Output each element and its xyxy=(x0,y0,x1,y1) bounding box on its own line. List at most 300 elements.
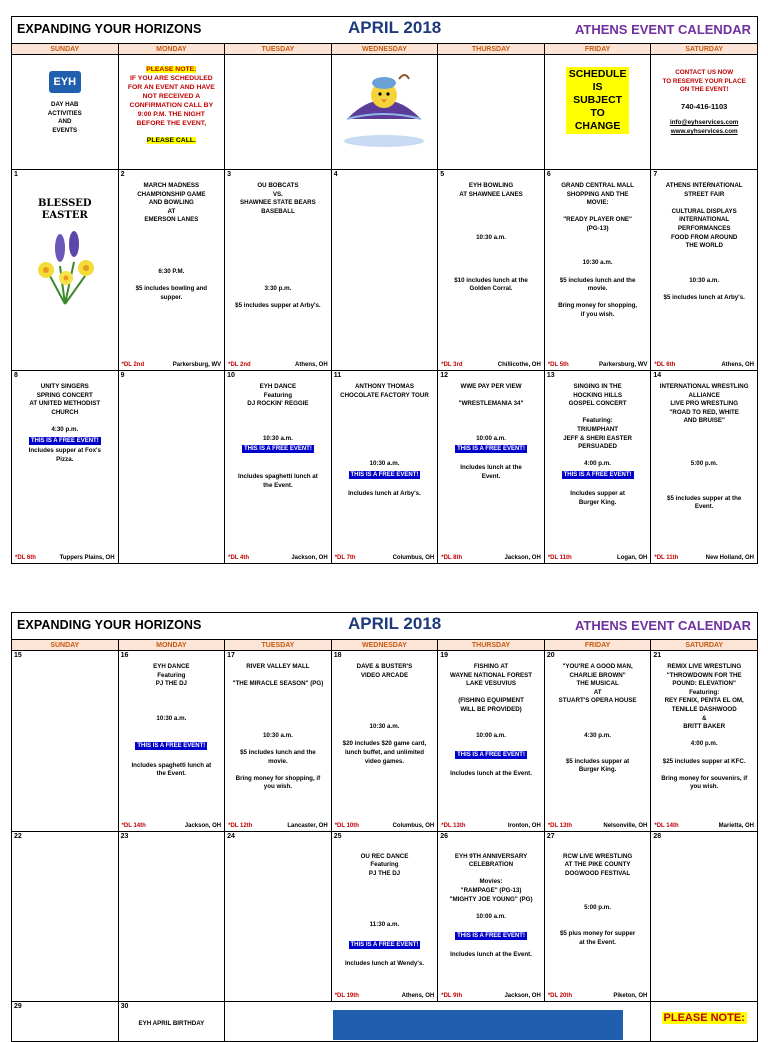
text-line: $5 includes lunch at Arby's. xyxy=(663,293,745,301)
text-line: CHAMPIONSHIP GAME xyxy=(137,190,206,198)
text-line xyxy=(336,680,434,689)
text-line: Includes lunch at Arby's. xyxy=(348,490,421,498)
text-line: BRITT BAKER xyxy=(683,723,726,731)
day-number: 5 xyxy=(440,171,445,178)
eyh-logo: EYH xyxy=(49,71,81,93)
deadline-label: *DL 19th xyxy=(334,993,359,999)
text-line: $5 plus money for supper xyxy=(559,929,636,937)
text-line: Bring money for shopping, xyxy=(558,302,638,310)
text-line xyxy=(442,740,540,749)
text-line: $5 includes lunch and the xyxy=(240,748,316,756)
text-line xyxy=(655,199,753,208)
deadline-label: *DL 12th xyxy=(228,823,253,829)
free-event-badge xyxy=(336,941,434,950)
free-event-label: THIS IS A FREE EVENT! xyxy=(137,743,206,750)
text-line: UNITY SINGERS xyxy=(40,383,89,390)
text-line xyxy=(229,766,327,775)
text-line xyxy=(229,277,327,286)
text-line: STREET FAIR xyxy=(684,190,725,198)
text-line: at the Event. xyxy=(579,938,616,946)
text-line: SUBJECT xyxy=(573,94,623,106)
weekday-label: MONDAY xyxy=(118,640,225,651)
event-footer xyxy=(122,823,222,829)
text-line: Includes lunch at the Event. xyxy=(450,770,532,778)
text-line xyxy=(549,706,647,715)
day-number: 18 xyxy=(333,652,342,659)
text-line: Featuring: xyxy=(689,688,720,696)
location-label: Athens, OH xyxy=(401,993,435,999)
deadline-label: *DL 11th xyxy=(547,555,572,561)
day-cell xyxy=(225,832,332,1002)
event-details xyxy=(225,182,331,356)
text-line: DOGWOOD FESTIVAL xyxy=(564,869,631,877)
day-cell xyxy=(118,1002,225,1042)
text-line xyxy=(442,456,540,465)
text-line: WILL BE PROVIDED) xyxy=(460,705,522,713)
free-event-badge xyxy=(336,471,434,480)
calendar-title: ATHENS EVENT CALENDAR xyxy=(575,22,751,37)
weekday-label: FRIDAY xyxy=(544,44,651,55)
text-line: 4:00 p.m. xyxy=(584,460,611,468)
text-line: $5 includes supper at the xyxy=(667,494,742,502)
free-event-label: THIS IS A FREE EVENT! xyxy=(457,446,525,453)
event-details xyxy=(332,663,438,817)
free-event-badge xyxy=(442,932,540,941)
day-cell xyxy=(544,651,651,832)
text-line xyxy=(336,887,434,896)
text-line xyxy=(336,913,434,922)
weekday-label: SUNDAY xyxy=(12,640,119,651)
text-line: AT SHAWNEE LANES xyxy=(459,190,523,198)
text-line: DAVE & BUSTER'S xyxy=(356,663,413,670)
deadline-label: *DL 5th xyxy=(547,362,569,368)
location-label: Athens, OH xyxy=(295,362,328,368)
text-line xyxy=(336,400,434,409)
day-cell xyxy=(118,170,225,371)
day-number: 15 xyxy=(14,652,22,659)
deadline-label: *DL 14th xyxy=(654,823,679,829)
day-number: 21 xyxy=(653,652,662,659)
text-line xyxy=(655,766,753,775)
text-line: 9:00 P.M. THE NIGHT xyxy=(137,111,205,118)
text-line: BEFORE THE EVENT, xyxy=(136,120,207,127)
text-line xyxy=(442,870,540,879)
deadline-label: *DL 6th xyxy=(15,555,36,561)
day-number: 28 xyxy=(653,833,662,840)
phone-number: 740-416-1103 xyxy=(681,101,728,111)
day-number: 6 xyxy=(546,171,551,178)
text-line: EVENTS xyxy=(52,126,78,134)
text-line xyxy=(229,740,327,749)
text-line: PJ THE DJ xyxy=(155,680,187,688)
text-line xyxy=(336,689,434,698)
text-line: PERSUADED xyxy=(578,443,618,451)
text-line: BASEBALL xyxy=(261,207,295,215)
text-line: you wish. xyxy=(263,783,292,791)
text-line: SHAWNEE STATE BEARS xyxy=(240,199,316,207)
text-line: Pizza. xyxy=(56,455,74,463)
text-line: lunch buffet, and unlimited xyxy=(344,748,424,756)
text-line: Burger King. xyxy=(578,498,617,506)
text-line: "RAMPAGE" (PG-13) xyxy=(460,886,522,894)
text-line: DAY HAB xyxy=(51,101,79,108)
month-title: APRIL 2018 xyxy=(348,18,442,37)
text-line: $5 includes lunch and the xyxy=(559,276,636,284)
calendar-page-1 xyxy=(11,16,758,564)
day-number: 27 xyxy=(546,833,555,840)
text-line: NOT RECEIVED A xyxy=(142,93,201,100)
text-line xyxy=(655,486,753,495)
text-line xyxy=(229,697,327,706)
text-line: 4:00 p.m. xyxy=(690,740,718,748)
location-label: Nelsonville, OH xyxy=(603,823,648,829)
free-event-badge xyxy=(16,437,114,446)
text-line xyxy=(229,242,327,251)
text-line xyxy=(655,478,753,487)
text-line: INTERNATIONAL WRESTLING xyxy=(659,383,749,390)
text-line xyxy=(549,723,647,732)
text-line: $5 includes supper at xyxy=(565,757,630,765)
event-details xyxy=(332,182,438,356)
day-cell xyxy=(225,371,332,564)
text-line: AND BRUISE" xyxy=(683,417,725,425)
text-line: POUND: ELEVATION" xyxy=(672,680,736,688)
text-line: Golden Corral. xyxy=(469,285,513,293)
text-line xyxy=(655,268,753,277)
email-link[interactable]: info@eyhservices.com xyxy=(669,119,739,127)
text-line: $10 includes lunch at the xyxy=(454,276,528,284)
text-line: (FISHING EQUIPMENT xyxy=(458,697,524,705)
day-cell xyxy=(12,371,119,564)
day-cell xyxy=(544,371,651,564)
text-line: GRAND CENTRAL MALL xyxy=(561,182,634,189)
calendar-header xyxy=(11,16,758,43)
text-line: DJ ROCKIN' REGGIE xyxy=(247,400,309,408)
text-line: 4:30 p.m. xyxy=(51,425,79,433)
text-line xyxy=(336,715,434,724)
text-line: Includes spaghetti lunch at xyxy=(131,761,212,769)
weekday-label: WEDNESDAY xyxy=(331,44,438,55)
text-line: "READY PLAYER ONE" xyxy=(563,216,632,224)
event-details xyxy=(225,383,331,549)
text-line: ANTHONY THOMAS xyxy=(354,383,414,390)
text-line: EYH BOWLING xyxy=(468,182,514,189)
event-details xyxy=(651,383,757,549)
schedule-notice xyxy=(566,67,630,134)
event-details xyxy=(119,182,225,356)
text-line xyxy=(442,426,540,435)
day-number: 13 xyxy=(546,372,555,379)
website-link[interactable]: www.eyhservices.com xyxy=(670,127,738,135)
day-number: 22 xyxy=(14,833,22,840)
text-line: Includes supper at xyxy=(570,490,625,498)
calendar-grid xyxy=(11,43,758,564)
day-number: 7 xyxy=(653,171,658,178)
text-line xyxy=(336,930,434,939)
event-details xyxy=(225,663,331,817)
text-line: CHURCH xyxy=(51,408,79,416)
text-line xyxy=(123,697,221,706)
text-line: EMERSON LANES xyxy=(144,216,199,224)
location-label: Jackson, OH xyxy=(184,823,222,829)
text-line xyxy=(123,706,221,715)
text-line: the Event. xyxy=(263,481,293,489)
text-line: LIVE PRO WRESTLING xyxy=(670,400,739,408)
text-line xyxy=(336,951,434,960)
text-line xyxy=(549,844,647,853)
week-row xyxy=(12,832,758,1002)
event-footer xyxy=(654,362,754,368)
text-line: BLESSED xyxy=(37,198,92,209)
text-line: GOSPEL CONCERT xyxy=(568,400,627,408)
event-footer xyxy=(441,362,541,368)
deadline-label: *DL 11th xyxy=(654,555,679,561)
day-number: 29 xyxy=(14,1003,22,1010)
text-line: AT UNITED METHODIST xyxy=(29,400,101,408)
text-line: AND xyxy=(58,118,72,126)
text-line: ALLIANCE xyxy=(688,391,720,399)
text-line xyxy=(655,469,753,478)
text-line: "WRESTLEMANIA 34" xyxy=(458,400,524,408)
easter-flowers-image xyxy=(30,226,100,306)
text-line: Featuring xyxy=(263,391,292,399)
location-label: Piketon, OH xyxy=(613,993,648,999)
text-line: 10:00 a.m. xyxy=(476,434,506,442)
day-number: 12 xyxy=(440,372,449,379)
text-line: Featuring xyxy=(157,671,186,679)
day-cell xyxy=(118,371,225,564)
event-details xyxy=(332,844,438,987)
text-line: EYH DANCE xyxy=(153,663,190,670)
location-label: Chillicothe, OH xyxy=(497,362,541,368)
text-line xyxy=(336,904,434,913)
day-number: 9 xyxy=(120,372,125,379)
text-line: "ROAD TO RED, WHITE xyxy=(669,408,739,416)
text-line: OU BOBCATS xyxy=(257,182,299,189)
intro-row xyxy=(12,55,758,170)
event-details xyxy=(225,844,331,987)
day-cell xyxy=(225,170,332,371)
org-title: EXPANDING YOUR HORIZONS xyxy=(17,618,202,632)
event-details xyxy=(651,844,757,987)
text-line xyxy=(229,259,327,268)
day-cell xyxy=(12,170,119,371)
location-label: Athens, OH xyxy=(721,362,754,368)
text-line: AT xyxy=(167,207,176,215)
text-line: JEFF & SHERI EASTER xyxy=(563,434,632,442)
day-cell xyxy=(544,832,651,1002)
text-line xyxy=(442,844,540,853)
free-event-badge xyxy=(442,445,540,454)
event-footer xyxy=(548,555,648,561)
text-line: WWE PAY PER VIEW xyxy=(460,383,522,390)
text-line: FOOD FROM AROUND xyxy=(670,233,738,241)
calendar-title: ATHENS EVENT CALENDAR xyxy=(575,618,751,633)
location-label: Columbus, OH xyxy=(392,555,435,561)
text-line: CHARLIE BROWN" xyxy=(569,671,626,679)
location-label: Lancaster, OH xyxy=(287,823,328,829)
text-line: MARCH MADNESS xyxy=(143,182,200,189)
text-line xyxy=(655,443,753,452)
text-line: SCHEDULE xyxy=(568,68,627,80)
text-line xyxy=(336,426,434,435)
banner-image xyxy=(333,1010,623,1040)
text-line xyxy=(442,904,540,913)
text-line: Featuring xyxy=(370,861,399,869)
deadline-label: *DL 3rd xyxy=(441,362,463,368)
calendar-grid xyxy=(11,639,758,1042)
text-line: HOCKING HILLS xyxy=(573,391,622,399)
event-footer xyxy=(228,823,328,829)
text-line: 4:30 p.m. xyxy=(584,731,611,739)
event-details xyxy=(438,844,544,987)
text-line: if you wish. xyxy=(580,310,615,318)
event-footer xyxy=(228,362,328,368)
text-line xyxy=(123,689,221,698)
text-line: REMIX LIVE WRESTLING xyxy=(667,663,742,670)
text-line: Includes lunch at the Event. xyxy=(450,951,532,959)
free-event-badge xyxy=(549,471,647,480)
event-footer xyxy=(441,555,541,561)
text-line xyxy=(229,672,327,681)
day-cell xyxy=(651,651,758,832)
text-line: Includes spaghetti lunch at xyxy=(238,472,318,480)
text-line: & xyxy=(701,714,707,722)
free-event-label: THIS IS A FREE EVENT! xyxy=(457,751,525,758)
text-line: CONTACT US NOW xyxy=(675,69,734,76)
text-line xyxy=(442,259,540,268)
deadline-label: *DL 7th xyxy=(334,555,356,561)
text-line: Bring money for souvenirs, if xyxy=(661,774,748,782)
free-event-label: THIS IS A FREE EVENT! xyxy=(243,446,312,453)
day-number: 14 xyxy=(653,372,662,379)
text-line: 6:30 P.M. xyxy=(158,267,185,275)
text-line: SPRING CONCERT xyxy=(36,391,93,399)
weekday-row xyxy=(12,640,758,651)
text-line xyxy=(442,208,540,217)
text-line xyxy=(549,268,647,277)
day-number: 4 xyxy=(333,171,338,178)
text-line: TENILLE DASHWOOD xyxy=(671,705,737,713)
text-line xyxy=(229,251,327,260)
event-footer xyxy=(335,555,435,561)
text-line xyxy=(336,732,434,741)
free-event-badge xyxy=(123,742,221,751)
text-line: 10:30 a.m. xyxy=(156,714,187,722)
text-line: SINGING IN THE xyxy=(573,383,622,390)
day-number: 8 xyxy=(14,372,18,379)
day-number: 16 xyxy=(120,652,129,659)
free-event-label: THIS IS A FREE EVENT! xyxy=(563,471,632,478)
day-cell xyxy=(331,371,438,564)
text-line xyxy=(123,234,221,243)
intro-tuesday xyxy=(225,55,332,170)
day-cell xyxy=(651,1002,758,1042)
text-line xyxy=(123,732,221,741)
text-line: SHOPPING AND THE xyxy=(566,190,629,198)
event-details xyxy=(12,663,118,817)
text-line xyxy=(229,723,327,732)
event-details xyxy=(545,844,651,987)
deadline-label: *DL 2nd xyxy=(228,362,251,368)
text-line: 10:30 a.m. xyxy=(262,434,293,442)
text-line xyxy=(655,435,753,444)
location-label: Jackson, OH xyxy=(504,993,541,999)
text-line: FISHING AT xyxy=(473,663,509,670)
text-line: AND BOWLING xyxy=(148,199,194,207)
text-line xyxy=(549,715,647,724)
deadline-label: *DL 10th xyxy=(334,823,359,829)
text-line: STUART'S OPERA HOUSE xyxy=(558,697,637,705)
day-number: 10 xyxy=(227,372,235,379)
text-line: EASTER xyxy=(41,210,88,221)
text-line: 10:00 a.m. xyxy=(476,731,506,739)
event-footer xyxy=(228,555,328,561)
text-line xyxy=(336,878,434,887)
text-line xyxy=(655,259,753,268)
text-line xyxy=(549,251,647,260)
location-label: Parkersburg, WV xyxy=(599,362,648,368)
day-number: 3 xyxy=(227,171,232,178)
day-number: 24 xyxy=(227,833,235,840)
day-cell xyxy=(225,651,332,832)
text-line: 3:30 p.m. xyxy=(264,285,292,293)
event-details xyxy=(12,182,118,356)
weekday-label: SATURDAY xyxy=(651,640,758,651)
day-number: 11 xyxy=(333,372,342,379)
text-line: 5:00 p.m. xyxy=(690,460,718,468)
text-line: Event. xyxy=(481,472,501,480)
text-line: 10:00 a.m. xyxy=(476,912,506,920)
text-line: Featuring: xyxy=(582,417,613,425)
text-line xyxy=(549,452,647,461)
text-line xyxy=(549,482,647,491)
text-line xyxy=(442,216,540,225)
location-label: Jackson, OH xyxy=(504,555,541,561)
text-line: 10:30 a.m. xyxy=(369,460,400,468)
text-line: CONFIRMATION CALL BY xyxy=(129,102,214,109)
text-line xyxy=(229,225,327,234)
text-line xyxy=(442,251,540,260)
deadline-label: *DL 9th xyxy=(441,993,463,999)
please-note-label: PLEASE NOTE: xyxy=(146,66,197,73)
day-cell xyxy=(438,651,545,832)
text-line xyxy=(229,464,327,473)
day-cell xyxy=(331,651,438,832)
text-line: 10:30 a.m. xyxy=(582,259,613,267)
text-line: CELEBRATION xyxy=(468,861,514,869)
text-line: $25 includes supper at KFC. xyxy=(662,757,746,765)
text-line xyxy=(442,921,540,930)
event-footer xyxy=(654,555,754,561)
text-line: VS. xyxy=(272,190,283,198)
text-line: (PG-13) xyxy=(586,224,609,232)
text-line: LAKE VESUVIUS xyxy=(466,680,516,688)
deadline-label: *DL 6th xyxy=(654,362,676,368)
text-line xyxy=(442,715,540,724)
text-line xyxy=(336,697,434,706)
text-line: Includes lunch at Wendy's. xyxy=(344,959,424,967)
text-line xyxy=(442,199,540,208)
text-line xyxy=(336,417,434,426)
text-line: "YOU'RE A GOOD MAN, xyxy=(562,663,633,670)
text-line xyxy=(336,409,434,418)
event-details xyxy=(12,844,118,987)
text-line xyxy=(229,417,327,426)
text-line xyxy=(442,392,540,401)
day-number: 25 xyxy=(333,833,342,840)
text-line: FOR AN EVENT AND HAVE xyxy=(127,84,215,91)
